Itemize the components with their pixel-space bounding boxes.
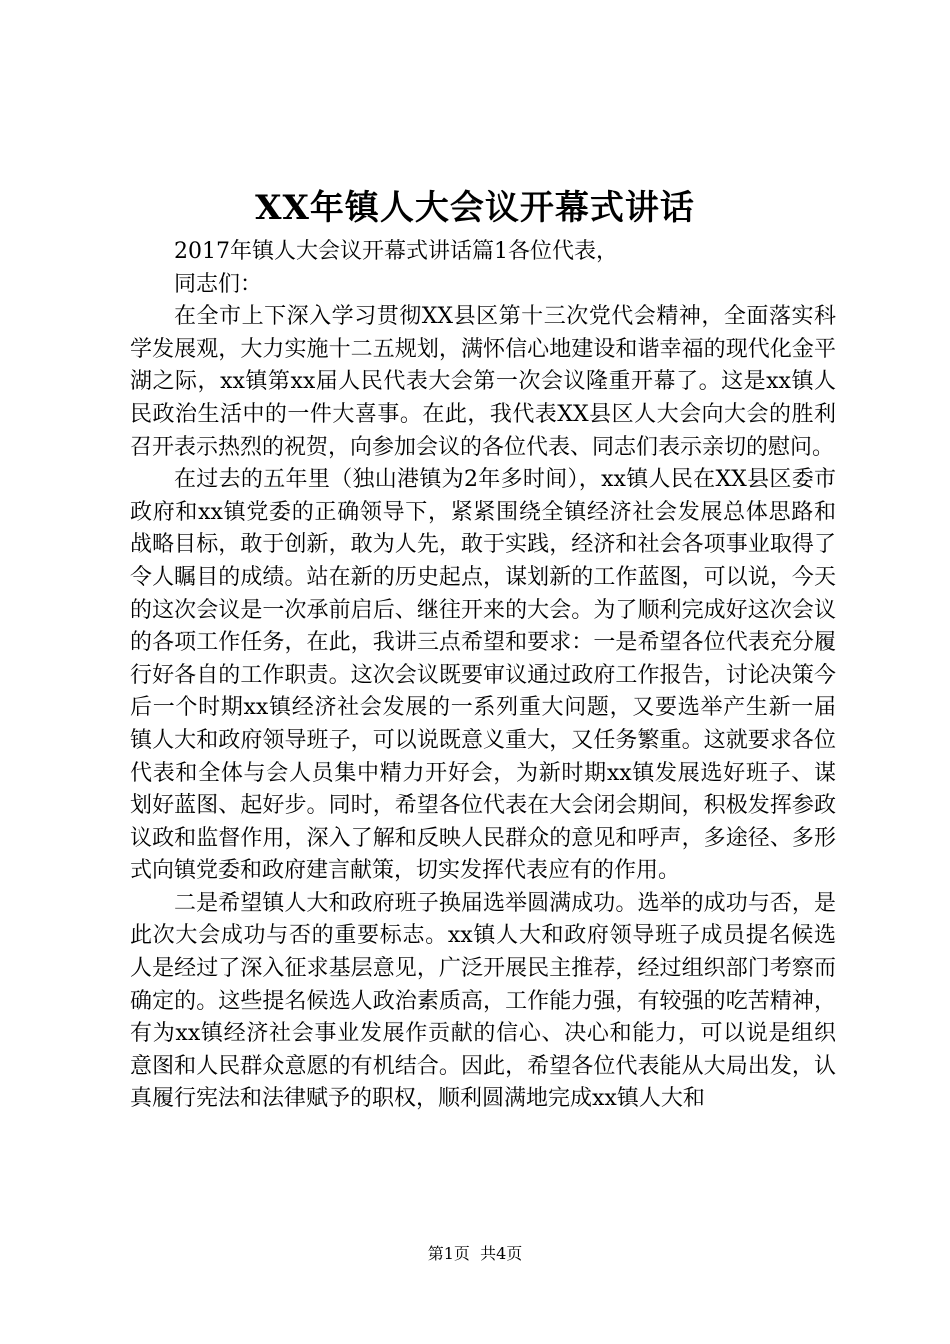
paragraph-2: 在过去的五年里（独山港镇为2年多时间），xx镇人民在XX县区委市政府和xx镇党委的正确领导下，紧紧围绕全镇经济社会发展总体思路和战略目标，敢于创新，敢为人先，敢于实践，经济和社会各项事业取得了令人瞩目的成绩。站在新的历史起点，谋划新的工作蓝图，可以说，今天的这次会议是一次承前启后、继往开来的大会。为了顺利完成好这次会议的各项工作任务，在此，我讲三点希望和要求：一是希望各位代表充分履行好各自的工作职责。这次会议既要审议通过政府工作报告，讨论决策今后一个时期xx镇经济社会发展的一系列重大问题，又要选举产生新一届镇人大和政府领导班子，可以说既意义重大，又任务繁重。这就要求各位代表和全体与会人员集中精力开好会，为新时期xx镇发展选好班子、谋划好蓝图、起好步。同时，希望各位代表在大会闭会期间，积极发挥参政议政和监督作用，深入了解和反映人民群众的意见和呼声，多途径、多形式向镇党委和政府建言献策，切实发挥代表应有的作用。 (130, 467, 836, 884)
page-footer (0, 1244, 950, 1264)
document-title: XX年镇人大会议开幕式讲话 (255, 188, 695, 228)
paragraph-1: 在全市上下深入学习贯彻XX县区第十三次党代会精神，全面落实科学发展观，大力实施十二五规划，满怀信心地建设和谐幸福的现代化金平湖之际，xx镇第xx届人民代表大会第一次会议隆重开幕了。这是xx镇人民政治生活中的一件大喜事。在此，我代表XX县区人大会向大会的胜利召开表示热烈的祝贺，向参加会议的各位代表、同志们表示亲切的慰问。 (130, 304, 836, 460)
paragraph-3: 二是希望镇人大和政府班子换届选举圆满成功。选举的成功与否，是此次大会成功与否的重要标志。xx镇人大和政府领导班子成员提名候选人是经过了深入征求基层意见，广泛开展民主推荐，经过组织部门考察而确定的。这些提名候选人政治素质高，工作能力强，有较强的吃苦精神，有为xx镇经济社会事业发展作贡献的信心、决心和能力，可以说是组织意图和人民群众意愿的有机结合。因此，希望各位代表能从大局出发，认真履行宪法和法律赋予的职权，顺利圆满地完成xx镇人大和 (130, 890, 836, 1112)
paragraph-opening: 2017年镇人大会议开幕式讲话篇1各位代表， (174, 239, 618, 264)
paragraph-salutation: 同志们： (174, 271, 263, 297)
page-number: 第1页 共4页 (427, 1244, 523, 1263)
document-body (130, 236, 836, 1116)
